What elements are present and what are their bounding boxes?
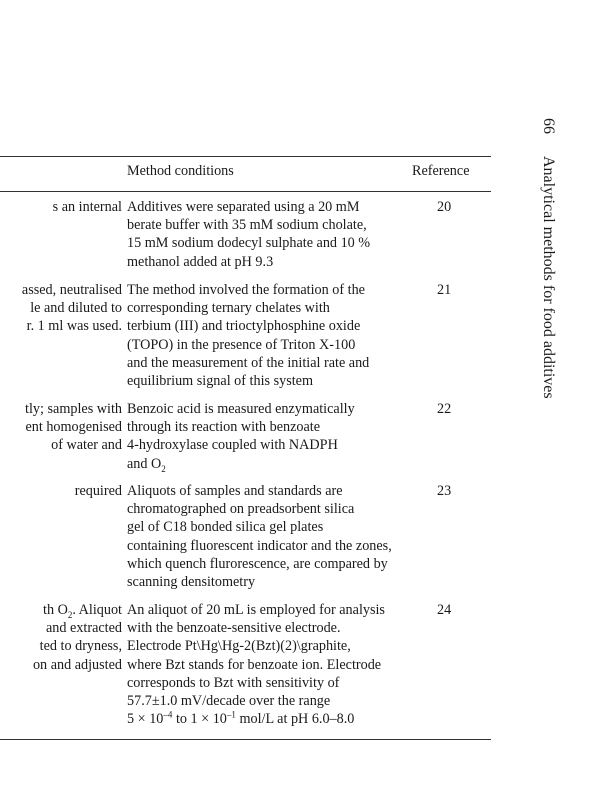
table-row-2-reference: 21 xyxy=(437,282,452,298)
table-row-4-reference: 23 xyxy=(437,483,452,499)
running-head xyxy=(538,118,558,438)
table-row-1-method: Additives were separated using a 20 mM berate buffer with 35 mM sodium cholate, 15 mM sodium dodecyl sulphate and 10 % methanol added at pH 9.3 xyxy=(127,199,371,270)
table-row-3-reference: 22 xyxy=(437,401,452,417)
header-method-conditions: Method conditions xyxy=(127,163,234,179)
book-title: Analytical methods for food additives xyxy=(540,156,557,399)
table-header-rule xyxy=(0,191,491,192)
row-3-method-last-line: and $O_2$ xyxy=(127,455,166,474)
table-row-4-method: Aliquots of samples and standards are chromatographed on preadsorbent silica gel of C18 bonded silica gel plates containing fluorescent indicator and the zones, which quench flurorescence, are compared by scanning densitometry xyxy=(127,483,392,590)
table-row-4-left: required xyxy=(74,483,122,499)
header-reference: Reference xyxy=(412,163,470,179)
table-row-3-left: tly; samples with ent homogenised of water and xyxy=(25,401,122,454)
row-5-method-last-line: $5 \times 10^{-4}$ to $1 \times 10^{-1}$ mol/L at pH 6.0–8.0 xyxy=(127,709,355,728)
table-row-1-reference: 20 xyxy=(437,199,452,215)
table-top-rule xyxy=(0,156,491,157)
table-row-1-left: s an internal xyxy=(52,199,122,215)
table-row-2-method: The method involved the formation of the corresponding ternary chelates with terbium (III) and trioctylphosphine oxide (TOPO) in the presence of Triton X-100 and the measurement of the initial rate and equilibrium signal of this system xyxy=(127,282,370,389)
row-5-left-first-line: th $O_2$. Aliquot xyxy=(43,602,122,620)
table-row-5-reference: 24 xyxy=(437,602,452,618)
table-bottom-rule xyxy=(0,739,491,740)
table-row-3-method: Benzoic acid is measured enzymatically through its reaction with benzoate 4-hydroxylase coupled with NADPH and $O_2$ xyxy=(127,401,355,474)
table-row-2-left: assed, neutralised le and diluted to r. 1 ml was used. xyxy=(21,282,122,335)
table-row-5-left: th $O_2$. Aliquot and extracted ted to dryness, on and adjusted xyxy=(0,601,122,674)
page-number: 66 xyxy=(540,118,557,134)
table-row-5-method: An aliquot of 20 mL is employed for analysis with the benzoate-sensitive electrode. Electrode Pt\Hg\Hg-2(Bzt)(2)\graphite, where Bzt stands for benzoate ion. Electrode corresponds to Bzt with sensitivity of 57.7±1.0 mV/decade over the range $5 \times 10^{-4}$ to $1 \times 10^{-1}$ mol/L at pH 6.0–8.0 xyxy=(127,602,385,728)
